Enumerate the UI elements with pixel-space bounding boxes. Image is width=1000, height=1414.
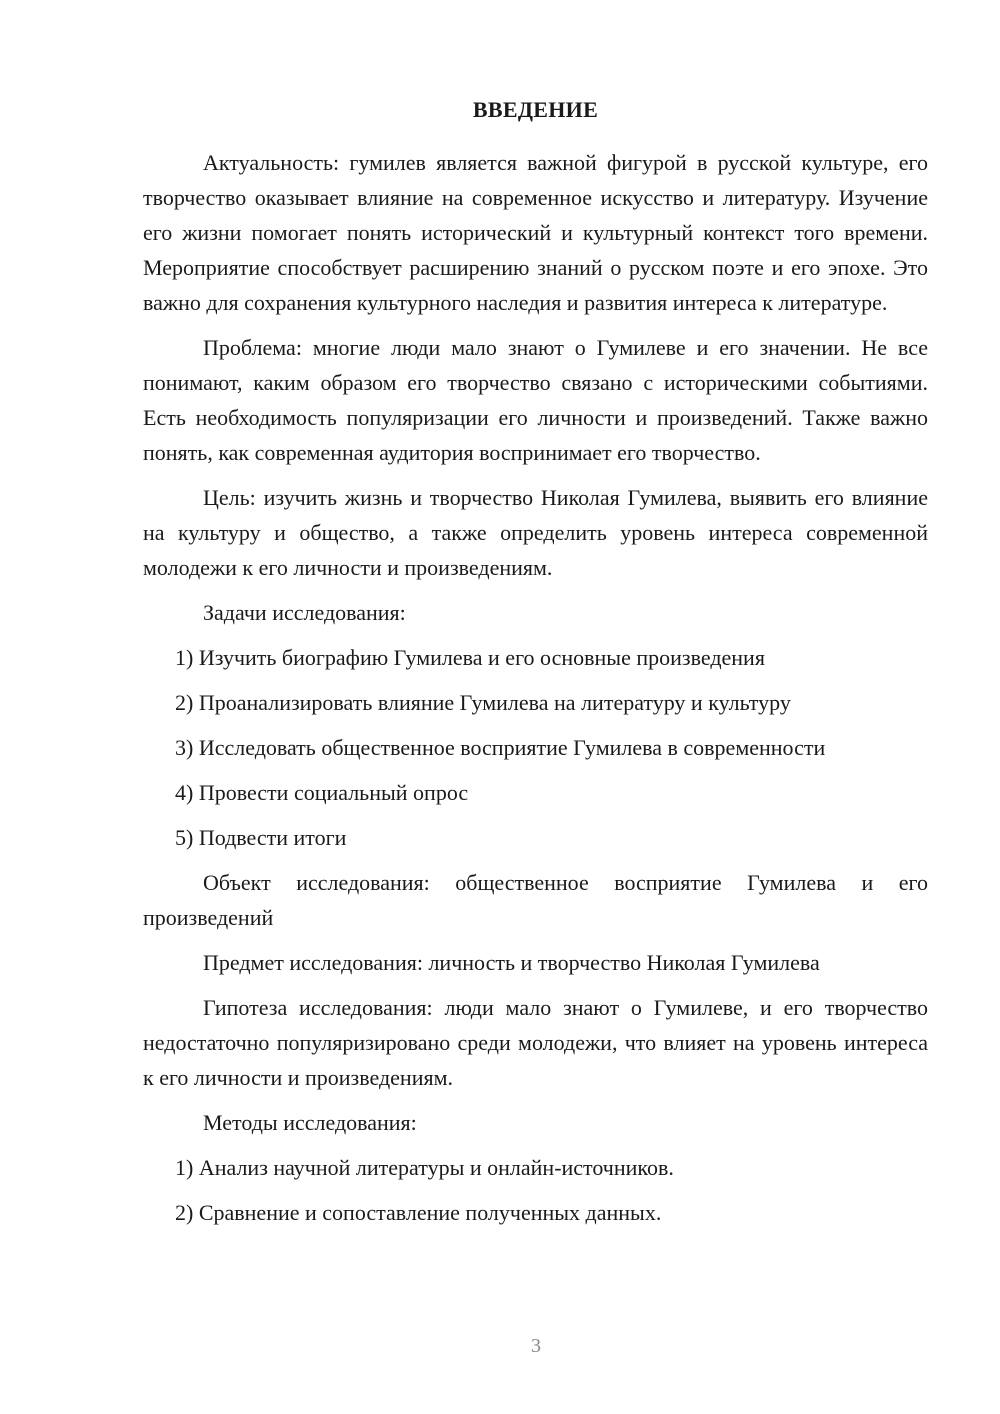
list-item: 1) Изучить биографию Гумилева и его основные произведения [175,645,765,670]
methods-heading: Методы исследования: [203,1110,417,1135]
goal-paragraph: Цель: изучить жизнь и творчество Николая Гумилева, выявить его влияние на культуру и общество, а также определить уровень интереса современной молодежи к его личности и произведениям. [143,485,928,580]
object-paragraph: Объект исследования: общественное восприятие Гумилева и его произведений [143,870,928,930]
subject-paragraph: Предмет исследования: личность и творчество Николая Гумилева [203,950,820,975]
list-item: 5) Подвести итоги [175,825,347,850]
list-item: 3) Исследовать общественное восприятие Гумилева в современности [175,735,826,760]
document-page [143,92,928,1240]
list-item: 2) Проанализировать влияние Гумилева на литературу и культуру [175,690,791,715]
tasks-list [143,640,928,855]
list-item: 2) Сравнение и сопоставление полученных данных. [175,1200,662,1225]
list-item: 4) Провести социальный опрос [175,780,469,805]
tasks-heading: Задачи исследования: [203,600,406,625]
relevance-paragraph: Актуальность: гумилев является важной фигурой в русской культуре, его творчество оказывает влияние на современное искусство и литературу. Изучение его жизни помогает понять исторический и культурный контекст того времени. Мероприятие способствует расширению знаний о русском поэте и его эпохе. Это важно для сохранения культурного наследия и развития интереса к литературе. [143,150,928,315]
problem-paragraph: Проблема: многие люди мало знают о Гумилеве и его значении. Не все понимают, каким образом его творчество связано с историческими событиями. Есть необходимость популяризации его личности и произведений. Также важно понять, как современная аудитория воспринимает его творчество. [143,335,928,465]
page-number: 3 [531,1335,541,1357]
section-title: ВВЕДЕНИЕ [472,97,599,122]
methods-list [143,1150,928,1230]
hypothesis-paragraph: Гипотеза исследования: люди мало знают о Гумилеве, и его творчество недостаточно популяризировано среди молодежи, что влияет на уровень интереса к его личности и произведениям. [143,995,928,1090]
list-item: 1) Анализ научной литературы и онлайн-источников. [175,1155,674,1180]
